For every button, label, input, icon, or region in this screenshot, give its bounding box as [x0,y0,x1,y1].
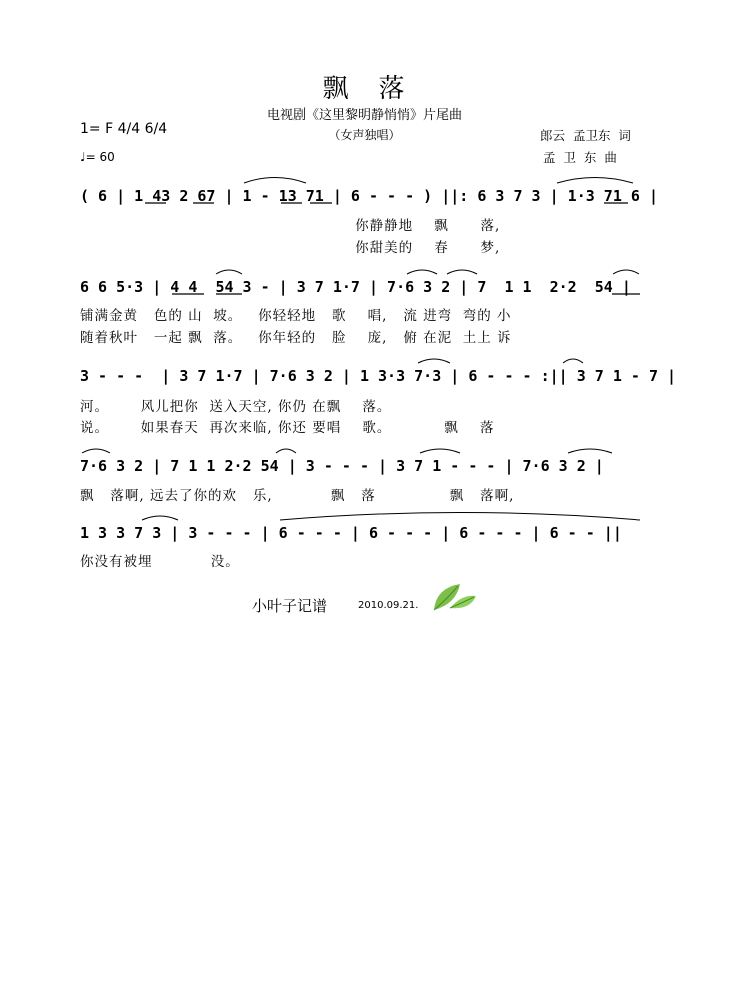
slur-8 [563,359,583,363]
slur-4 [407,270,437,274]
slur-11 [420,449,460,453]
slur-13 [142,516,178,520]
lyric-line-2a: 铺满金黄 色的 山 坡。 你轻轻地 歌 唱, 流 进弯 弯的 小 [80,308,512,324]
slur-14 [280,513,640,521]
transcriber-signature: 小叶子记谱 [252,597,328,615]
notation-row-5: 1 3 3 7 3 | 3 - - - | 6 - - - | 6 - - - | 6 - - - | 6 - - || [80,524,622,542]
slur-1 [244,178,306,184]
lyric-line-4: 飘 落啊, 远去了你的欢 乐, 飘 落 飘 落啊, [80,488,515,504]
slur-2 [557,178,633,184]
slur-10 [276,449,296,453]
slur-5 [447,270,477,274]
slur-12 [568,449,612,453]
song-subtitle: 电视剧《这里黎明静悄悄》片尾曲 [266,108,462,123]
notation-row-4: 7·6 3 2 | 7 1 1 2·2 54 | 3 - - - | 3 7 1 - - - | 7·6 3 2 | [80,457,604,475]
transcription-date: 2010.09.21. [358,600,419,611]
tempo-marking: ♩= 60 [80,150,115,164]
lyric-line-1b: 你甜美的 春 梦, [80,240,501,256]
performer-note: （女声独唱） [328,128,401,142]
notation-row-3: 3 - - - | 3 7 1·7 | 7·6 3 2 | 1 3·3 7·3 | 6 - - - :|| 3 7 1 - 7 | [80,367,677,385]
song-title: 飘 落 [322,74,407,104]
leaf-icon [430,580,480,616]
slur-3 [216,270,242,274]
key-signature: 1= F 4/4 6/4 [80,121,168,137]
lyric-line-3b: 说。 如果春天 再次来临, 你还 要唱 歌。 飘 落 [80,420,495,436]
lyric-line-3a: 河。 风儿把你 送入天空, 你仍 在飘 落。 [80,399,392,415]
lyric-line-1a: 你静静地 飘 落, [80,218,501,234]
slur-7 [418,359,450,363]
slur-6 [613,270,639,274]
notation-row-2: 6 6 5·3 | 4 4 54 3 - | 3 7 1·7 | 7·6 3 2 | 7 1 1 2·2 54 | [80,278,631,296]
lyricist-credit: 郎云 孟卫东 词 [540,128,631,143]
lyric-line-5: 你没有被埋 没。 [80,554,240,570]
composer-credit: 孟 卫 东 曲 [543,150,617,165]
lyric-line-2b: 随着秋叶 一起 飘 落。 你年轻的 脸 庞, 俯 在泥 土上 诉 [80,330,512,346]
notation-row-1: ( 6 | 1 43 2 67 | 1 - 13 71 | 6 - - - ) ||: 6 3 7 3 | 1·3 71 6 | [80,187,658,205]
slur-9 [82,449,110,453]
